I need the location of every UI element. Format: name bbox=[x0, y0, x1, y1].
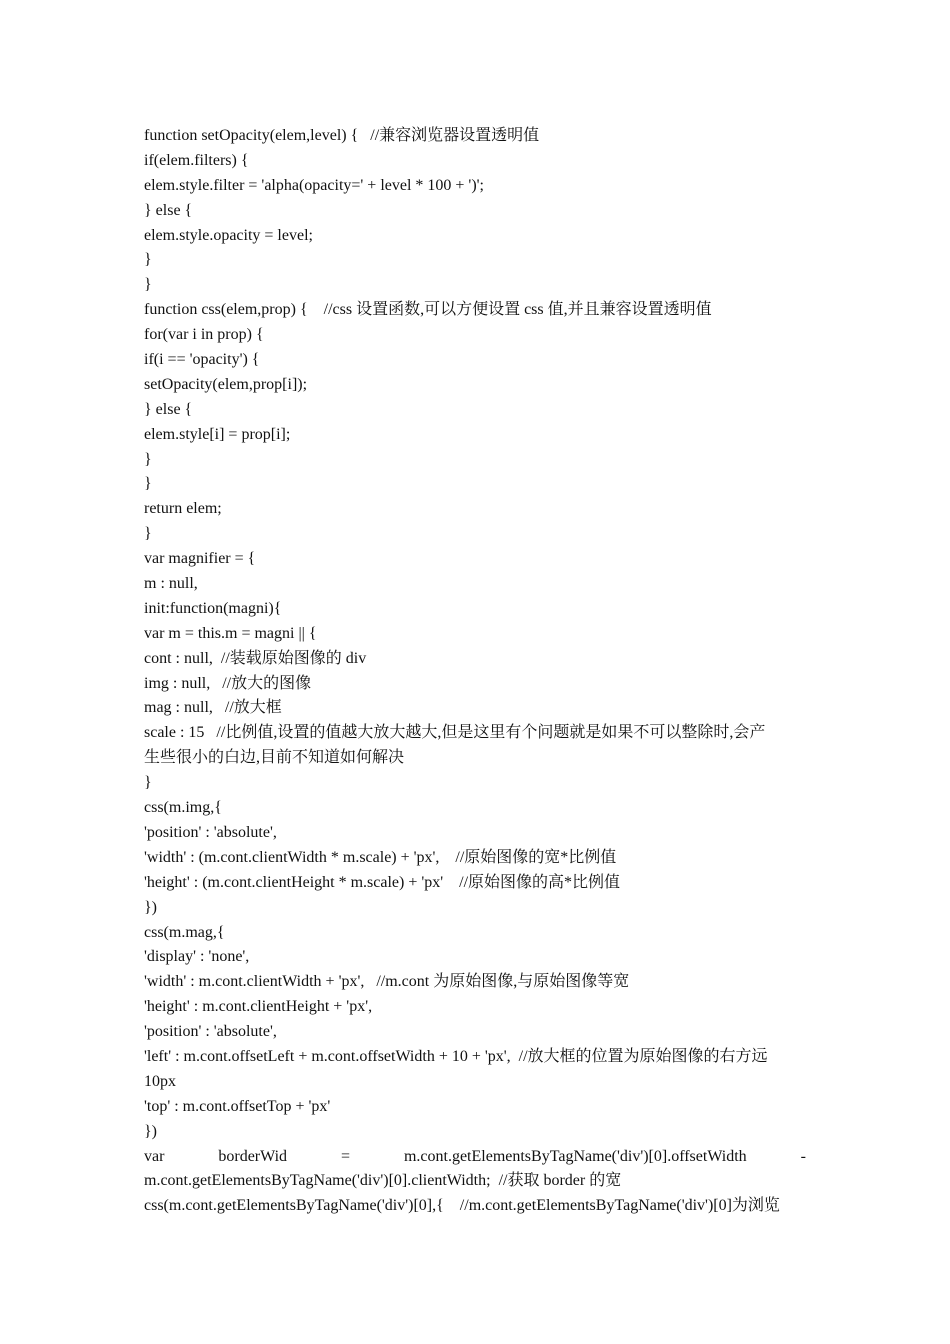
code-line: 'height' : m.cont.clientHeight + 'px', bbox=[144, 998, 373, 1016]
code-line: }) bbox=[144, 1122, 158, 1140]
code-line: 'position' : 'absolute', bbox=[144, 823, 277, 841]
code-line: elem.style.filter = 'alpha(opacity=' + level * 100 + ')'; bbox=[144, 176, 484, 194]
code-token: = bbox=[340, 1147, 351, 1165]
code-line: } else { bbox=[144, 400, 193, 418]
code-line: } else { bbox=[144, 201, 193, 219]
code-line: } bbox=[144, 251, 152, 269]
code-line: }) bbox=[144, 898, 158, 916]
code-line: css(m.img,{ bbox=[144, 799, 222, 817]
code-token: m.cont.getElementsByTagName('div')[0].offsetWidth bbox=[403, 1147, 747, 1165]
code-line: var magnifier = { bbox=[144, 550, 256, 568]
code-line: cont : null, //装载原始图像的 div bbox=[144, 649, 367, 667]
code-line: css(m.cont.getElementsByTagName('div')[0],{ //m.cont.getElementsByTagName('div')[0]为浏览 bbox=[144, 1197, 780, 1215]
code-line: scale : 15 //比例值,设置的值越大放大越大,但是这里有个问题就是如果不可以整除时,会产 bbox=[144, 724, 766, 742]
code-text-block bbox=[144, 124, 806, 1219]
code-line: 'height' : (m.cont.clientHeight * m.scale) + 'px' //原始图像的高*比例值 bbox=[144, 873, 621, 891]
code-line: function setOpacity(elem,level) { //兼容浏览器设置透明值 bbox=[144, 127, 540, 144]
code-line: function css(elem,prop) { //css 设置函数,可以方便设置 css 值,并且兼容设置透明值 bbox=[144, 301, 712, 319]
code-line: elem.style.opacity = level; bbox=[144, 226, 313, 244]
code-line: if(elem.filters) { bbox=[144, 151, 249, 169]
code-token: - bbox=[800, 1147, 806, 1165]
code-line: } bbox=[144, 276, 152, 294]
code-line: 10px bbox=[144, 1072, 176, 1090]
code-line: } bbox=[144, 774, 152, 792]
code-line: setOpacity(elem,prop[i]); bbox=[144, 375, 308, 393]
justified-code-line bbox=[144, 1145, 806, 1170]
code-line: } bbox=[144, 450, 152, 468]
code-line: var m = this.m = magni || { bbox=[144, 624, 317, 642]
code-line: m.cont.getElementsByTagName('div')[0].clientWidth; //获取 border 的宽 bbox=[144, 1172, 622, 1190]
code-line: 'width' : (m.cont.clientWidth * m.scale) + 'px', //原始图像的宽*比例值 bbox=[144, 848, 617, 866]
code-line: } bbox=[144, 525, 152, 543]
code-line: 'display' : 'none', bbox=[144, 948, 250, 966]
code-line: 'position' : 'absolute', bbox=[144, 1023, 277, 1041]
code-line: css(m.mag,{ bbox=[144, 923, 225, 941]
code-token: var bbox=[144, 1147, 165, 1165]
code-line: init:function(magni){ bbox=[144, 599, 282, 617]
code-line: mag : null, //放大框 bbox=[144, 699, 282, 717]
code-line: 'width' : m.cont.clientWidth + 'px', //m.cont 为原始图像,与原始图像等宽 bbox=[144, 973, 630, 991]
code-line: 'left' : m.cont.offsetLeft + m.cont.offsetWidth + 10 + 'px', //放大框的位置为原始图像的右方远 bbox=[144, 1047, 768, 1065]
code-line: 生些很小的白边,目前不知道如何解决 bbox=[144, 749, 405, 767]
code-line: m : null, bbox=[144, 575, 198, 593]
code-line: elem.style[i] = prop[i]; bbox=[144, 425, 291, 443]
code-line: img : null, //放大的图像 bbox=[144, 674, 312, 692]
code-line: return elem; bbox=[144, 500, 222, 518]
code-line: } bbox=[144, 475, 152, 493]
code-line: if(i == 'opacity') { bbox=[144, 351, 260, 369]
code-token: borderWid bbox=[218, 1147, 288, 1165]
code-line: for(var i in prop) { bbox=[144, 326, 264, 344]
code-line: 'top' : m.cont.offsetTop + 'px' bbox=[144, 1097, 331, 1115]
